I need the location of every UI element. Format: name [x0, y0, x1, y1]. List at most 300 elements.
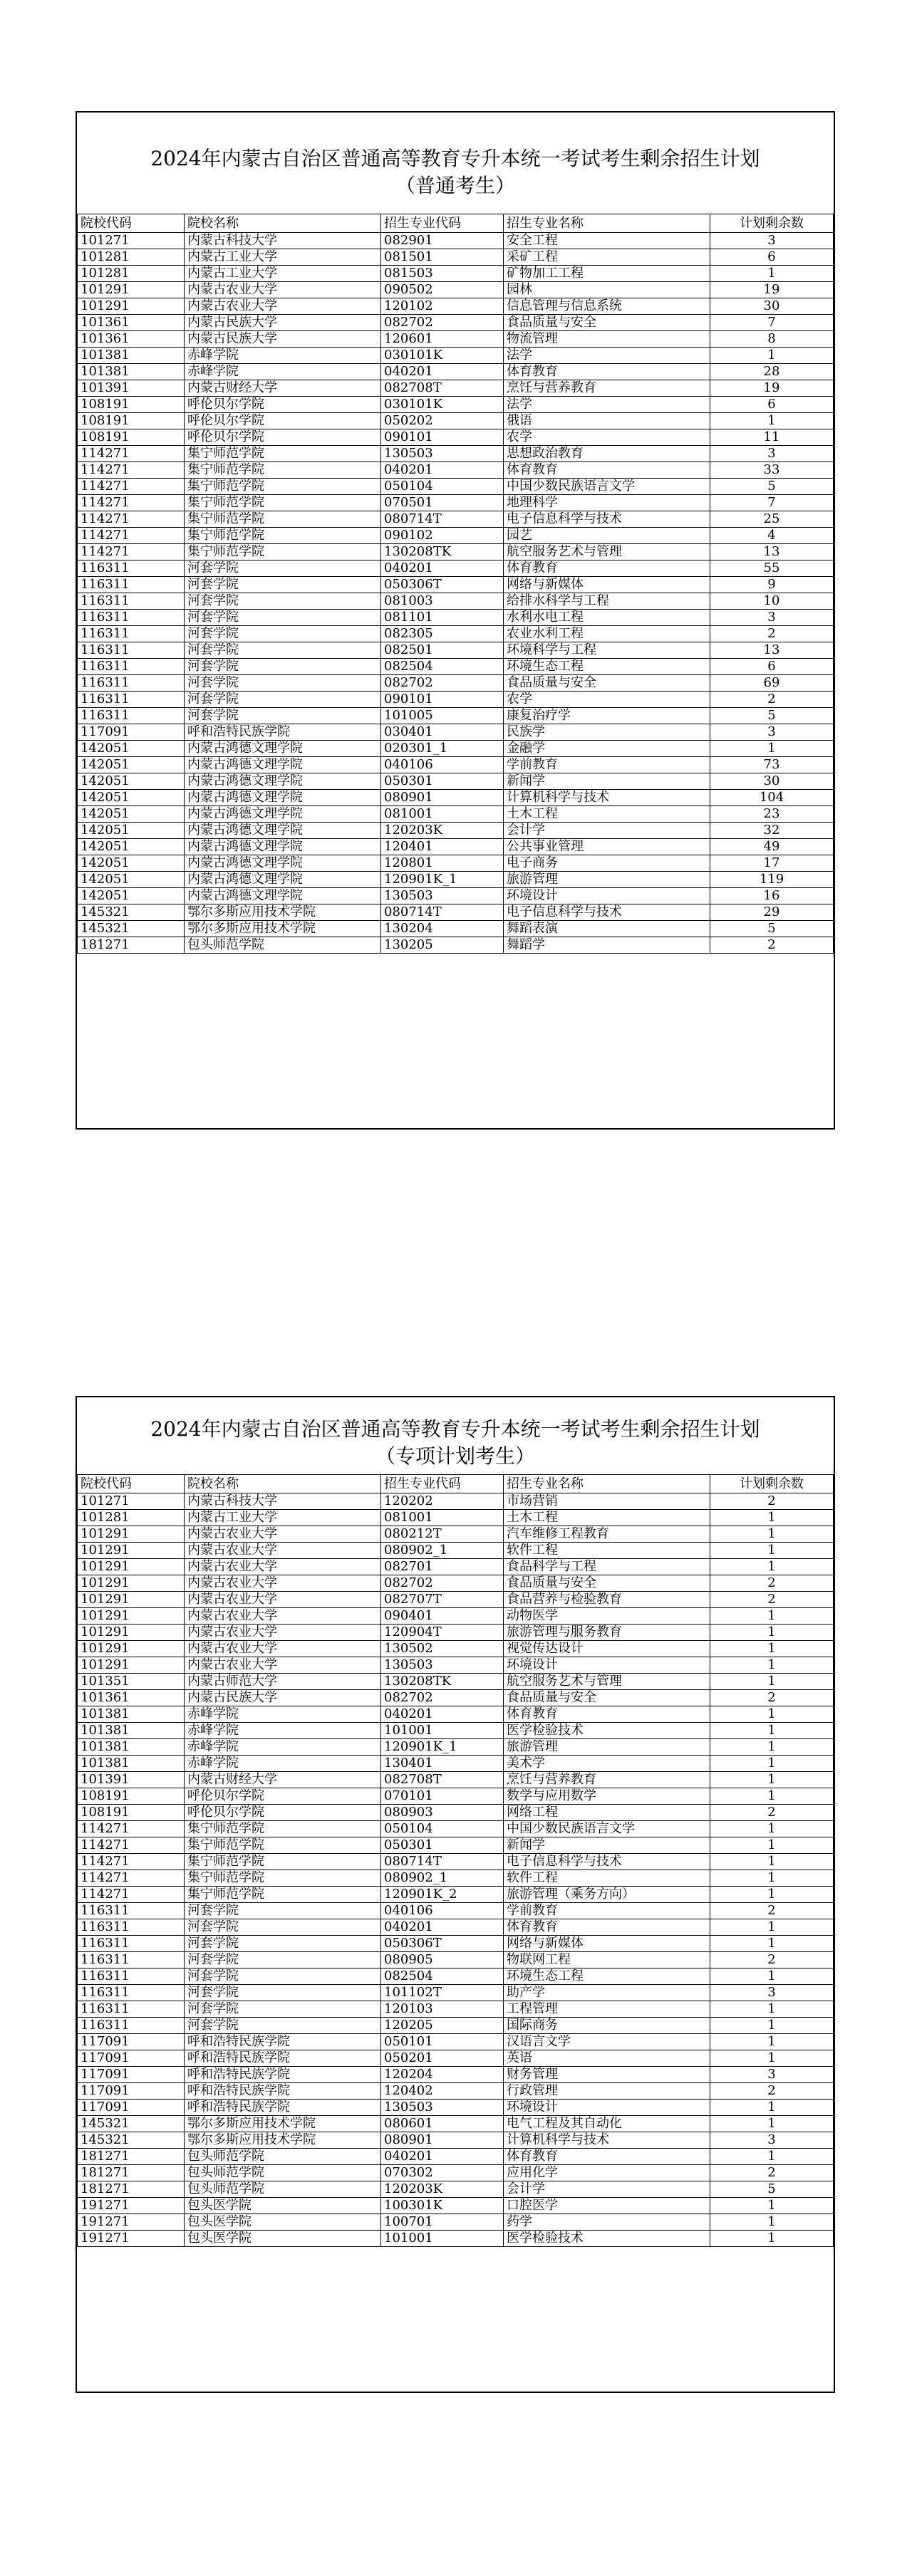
- remaining-count-cell: 1: [710, 2149, 834, 2165]
- major-name-cell: 农学: [504, 692, 710, 708]
- major-code-cell: 130401: [381, 1756, 504, 1772]
- school-code-cell: 101281: [78, 266, 185, 282]
- major-code-cell: 040201: [381, 1919, 504, 1936]
- table-row: [78, 266, 834, 282]
- col-header-school-name: 院校名称: [185, 1475, 381, 1493]
- col-header-remaining: 计划剩余数: [710, 214, 834, 233]
- major-name-cell: 水利水电工程: [504, 610, 710, 626]
- sheet-title: [77, 113, 834, 214]
- remaining-count-cell: 30: [710, 773, 834, 790]
- major-code-cell: 130205: [381, 937, 504, 954]
- remaining-count-cell: 1: [710, 266, 834, 282]
- school-name-cell: 内蒙古鸿德文理学院: [185, 872, 381, 888]
- major-name-cell: 助产学: [504, 1985, 710, 2001]
- school-name-cell: 集宁师范学院: [185, 1854, 381, 1870]
- table-row: [78, 593, 834, 610]
- school-code-cell: 101381: [78, 1756, 185, 1772]
- title-line-1: 2024年内蒙古自治区普通高等教育专升本统一考试考生剩余招生计划: [150, 147, 760, 170]
- major-code-cell: 090401: [381, 1608, 504, 1625]
- major-name-cell: 安全工程: [504, 233, 710, 249]
- school-name-cell: 集宁师范学院: [185, 1887, 381, 1903]
- major-name-cell: 财务管理: [504, 2067, 710, 2083]
- major-name-cell: 电子商务: [504, 855, 710, 872]
- major-code-cell: 090502: [381, 282, 504, 298]
- major-code-cell: 050301: [381, 773, 504, 790]
- major-name-cell: 思想政治教育: [504, 446, 710, 462]
- school-name-cell: 内蒙古农业大学: [185, 1526, 381, 1543]
- table-row: [78, 380, 834, 397]
- major-name-cell: 环境生态工程: [504, 659, 710, 675]
- school-name-cell: 河套学院: [185, 610, 381, 626]
- school-code-cell: 181271: [78, 937, 185, 954]
- col-header-major-code: 招生专业代码: [381, 214, 504, 233]
- table-body: [78, 1493, 834, 2247]
- school-code-cell: 114271: [78, 1821, 185, 1837]
- major-name-cell: 航空服务艺术与管理: [504, 544, 710, 560]
- table-row: [78, 642, 834, 659]
- major-code-cell: 082707T: [381, 1592, 504, 1608]
- major-name-cell: 旅游管理与服务教育: [504, 1625, 710, 1641]
- school-name-cell: 赤峰学院: [185, 1739, 381, 1756]
- table-row: [78, 692, 834, 708]
- remaining-count-cell: 1: [710, 1936, 834, 1952]
- remaining-count-cell: 16: [710, 888, 834, 904]
- school-name-cell: 呼伦贝尔学院: [185, 413, 381, 429]
- school-code-cell: 116311: [78, 626, 185, 642]
- major-name-cell: 食品质量与安全: [504, 315, 710, 331]
- school-name-cell: 河套学院: [185, 2018, 381, 2034]
- remaining-count-cell: 1: [710, 1772, 834, 1788]
- major-code-cell: 130502: [381, 1641, 504, 1657]
- school-code-cell: 145321: [78, 2132, 185, 2149]
- major-name-cell: 食品质量与安全: [504, 1575, 710, 1592]
- major-code-cell: 082901: [381, 233, 504, 249]
- major-name-cell: 体育教育: [504, 462, 710, 479]
- school-code-cell: 116311: [78, 1952, 185, 1968]
- school-code-cell: 116311: [78, 659, 185, 675]
- table-row: [78, 1821, 834, 1837]
- school-code-cell: 145321: [78, 2116, 185, 2132]
- major-name-cell: 食品质量与安全: [504, 1690, 710, 1706]
- school-name-cell: 呼和浩特民族学院: [185, 2067, 381, 2083]
- major-name-cell: 电子信息科学与技术: [504, 904, 710, 921]
- major-code-cell: 130208TK: [381, 1674, 504, 1690]
- table-row: [78, 2001, 834, 2018]
- table-row: [78, 1526, 834, 1543]
- school-code-cell: 114271: [78, 511, 185, 528]
- major-code-cell: 120601: [381, 331, 504, 348]
- school-name-cell: 河套学院: [185, 2001, 381, 2018]
- school-name-cell: 集宁师范学院: [185, 544, 381, 560]
- school-name-cell: 内蒙古工业大学: [185, 1510, 381, 1526]
- major-name-cell: 民族学: [504, 724, 710, 741]
- table-row: [78, 528, 834, 544]
- remaining-count-cell: 1: [710, 1854, 834, 1870]
- major-name-cell: 食品营养与检验教育: [504, 1592, 710, 1608]
- remaining-count-cell: 3: [710, 2132, 834, 2149]
- table-row: [78, 1493, 834, 1510]
- table-row: [78, 1690, 834, 1706]
- school-name-cell: 内蒙古农业大学: [185, 298, 381, 315]
- major-code-cell: 070302: [381, 2165, 504, 2181]
- school-code-cell: 117091: [78, 724, 185, 741]
- major-code-cell: 081003: [381, 593, 504, 610]
- major-code-cell: 120205: [381, 2018, 504, 2034]
- school-name-cell: 包头师范学院: [185, 2149, 381, 2165]
- school-code-cell: 108191: [78, 429, 185, 446]
- school-code-cell: 114271: [78, 1887, 185, 1903]
- major-code-cell: 090101: [381, 429, 504, 446]
- school-name-cell: 内蒙古鸿德文理学院: [185, 773, 381, 790]
- school-code-cell: 142051: [78, 855, 185, 872]
- school-code-cell: 101291: [78, 1575, 185, 1592]
- table-row: [78, 921, 834, 937]
- table-row: [78, 1706, 834, 1723]
- remaining-count-cell: 104: [710, 790, 834, 806]
- major-name-cell: 药学: [504, 2214, 710, 2231]
- remaining-count-cell: 1: [710, 1526, 834, 1543]
- col-header-major-code: 招生专业代码: [381, 1475, 504, 1493]
- school-code-cell: 116311: [78, 642, 185, 659]
- table-row: [78, 2149, 834, 2165]
- major-code-cell: 130204: [381, 921, 504, 937]
- major-name-cell: 国际商务: [504, 2018, 710, 2034]
- major-name-cell: 俄语: [504, 413, 710, 429]
- school-name-cell: 内蒙古农业大学: [185, 282, 381, 298]
- plan-sheet-regular: [76, 111, 835, 1130]
- remaining-count-cell: 10: [710, 593, 834, 610]
- table-row: [78, 1903, 834, 1919]
- school-code-cell: 114271: [78, 462, 185, 479]
- school-code-cell: 114271: [78, 1870, 185, 1887]
- major-code-cell: 080902_1: [381, 1870, 504, 1887]
- table-row: [78, 2100, 834, 2116]
- remaining-count-cell: 1: [710, 1968, 834, 1985]
- remaining-count-cell: 1: [710, 413, 834, 429]
- school-name-cell: 河套学院: [185, 577, 381, 593]
- school-name-cell: 内蒙古农业大学: [185, 1641, 381, 1657]
- school-name-cell: 河套学院: [185, 1985, 381, 2001]
- major-code-cell: 080601: [381, 2116, 504, 2132]
- table-row: [78, 2198, 834, 2214]
- major-name-cell: 新闻学: [504, 773, 710, 790]
- school-name-cell: 内蒙古农业大学: [185, 1608, 381, 1625]
- remaining-count-cell: 2: [710, 1690, 834, 1706]
- school-code-cell: 145321: [78, 904, 185, 921]
- table-row: [78, 1625, 834, 1641]
- major-code-cell: 040106: [381, 1903, 504, 1919]
- table-row: [78, 233, 834, 249]
- table-row: [78, 839, 834, 855]
- major-name-cell: 软件工程: [504, 1870, 710, 1887]
- table-row: [78, 937, 834, 954]
- school-name-cell: 呼和浩特民族学院: [185, 2083, 381, 2100]
- school-name-cell: 包头医学院: [185, 2198, 381, 2214]
- school-code-cell: 114271: [78, 446, 185, 462]
- remaining-count-cell: 9: [710, 577, 834, 593]
- major-code-cell: 080903: [381, 1805, 504, 1821]
- school-code-cell: 145321: [78, 921, 185, 937]
- remaining-count-cell: 5: [710, 921, 834, 937]
- school-code-cell: 116311: [78, 675, 185, 692]
- school-code-cell: 101291: [78, 1543, 185, 1559]
- major-name-cell: 体育教育: [504, 560, 710, 577]
- school-code-cell: 191271: [78, 2214, 185, 2231]
- remaining-count-cell: 25: [710, 511, 834, 528]
- remaining-count-cell: 6: [710, 397, 834, 413]
- school-name-cell: 集宁师范学院: [185, 479, 381, 495]
- remaining-count-cell: 8: [710, 331, 834, 348]
- table-row: [78, 462, 834, 479]
- table-row: [78, 2034, 834, 2050]
- remaining-count-cell: 1: [710, 2198, 834, 2214]
- school-name-cell: 呼和浩特民族学院: [185, 2100, 381, 2116]
- major-code-cell: 080901: [381, 2132, 504, 2149]
- major-name-cell: 动物医学: [504, 1608, 710, 1625]
- major-code-cell: 080714T: [381, 1854, 504, 1870]
- header-row: [78, 214, 834, 233]
- remaining-count-cell: 1: [710, 1510, 834, 1526]
- table-row: [78, 1936, 834, 1952]
- major-code-cell: 080902_1: [381, 1543, 504, 1559]
- major-code-cell: 120901K_1: [381, 872, 504, 888]
- table-row: [78, 757, 834, 773]
- school-code-cell: 114271: [78, 1854, 185, 1870]
- major-name-cell: 地理科学: [504, 495, 710, 511]
- school-code-cell: 181271: [78, 2165, 185, 2181]
- school-name-cell: 内蒙古农业大学: [185, 1657, 381, 1674]
- major-name-cell: 烹饪与营养教育: [504, 1772, 710, 1788]
- remaining-count-cell: 1: [710, 1559, 834, 1575]
- sheet-title: [77, 1397, 834, 1474]
- major-name-cell: 学前教育: [504, 757, 710, 773]
- major-code-cell: 120204: [381, 2067, 504, 2083]
- remaining-count-cell: 3: [710, 446, 834, 462]
- remaining-count-cell: 13: [710, 544, 834, 560]
- school-name-cell: 集宁师范学院: [185, 462, 381, 479]
- table-row: [78, 577, 834, 593]
- major-code-cell: 082702: [381, 1575, 504, 1592]
- major-code-cell: 120901K_2: [381, 1887, 504, 1903]
- school-name-cell: 内蒙古民族大学: [185, 1690, 381, 1706]
- school-name-cell: 内蒙古鸿德文理学院: [185, 855, 381, 872]
- major-name-cell: 体育教育: [504, 1706, 710, 1723]
- remaining-count-cell: 119: [710, 872, 834, 888]
- school-code-cell: 142051: [78, 823, 185, 839]
- major-name-cell: 体育教育: [504, 2149, 710, 2165]
- major-name-cell: 烹饪与营养教育: [504, 380, 710, 397]
- major-name-cell: 医学检验技术: [504, 1723, 710, 1739]
- remaining-count-cell: 1: [710, 1723, 834, 1739]
- major-name-cell: 电气工程及其自动化: [504, 2116, 710, 2132]
- table-row: [78, 659, 834, 675]
- school-name-cell: 内蒙古鸿德文理学院: [185, 741, 381, 757]
- school-name-cell: 内蒙古农业大学: [185, 1543, 381, 1559]
- table-row: [78, 1968, 834, 1985]
- major-code-cell: 030401: [381, 724, 504, 741]
- major-code-cell: 100301K: [381, 2198, 504, 2214]
- major-name-cell: 采矿工程: [504, 249, 710, 266]
- school-name-cell: 内蒙古鸿德文理学院: [185, 757, 381, 773]
- major-name-cell: 体育教育: [504, 364, 710, 380]
- school-name-cell: 集宁师范学院: [185, 495, 381, 511]
- school-code-cell: 108191: [78, 413, 185, 429]
- remaining-count-cell: 73: [710, 757, 834, 773]
- table-row: [78, 1592, 834, 1608]
- school-code-cell: 117091: [78, 2100, 185, 2116]
- table-row: [78, 282, 834, 298]
- major-code-cell: 120203K: [381, 823, 504, 839]
- table-row: [78, 413, 834, 429]
- major-name-cell: 网络与新媒体: [504, 1936, 710, 1952]
- remaining-count-cell: 29: [710, 904, 834, 921]
- school-name-cell: 鄂尔多斯应用技术学院: [185, 2116, 381, 2132]
- remaining-count-cell: 3: [710, 233, 834, 249]
- school-name-cell: 呼和浩特民族学院: [185, 2034, 381, 2050]
- major-code-cell: 050202: [381, 413, 504, 429]
- major-code-cell: 082708T: [381, 1772, 504, 1788]
- major-name-cell: 舞蹈学: [504, 937, 710, 954]
- major-name-cell: 学前教育: [504, 1903, 710, 1919]
- school-name-cell: 内蒙古农业大学: [185, 1592, 381, 1608]
- school-code-cell: 101291: [78, 298, 185, 315]
- remaining-count-cell: 30: [710, 298, 834, 315]
- remaining-count-cell: 6: [710, 659, 834, 675]
- remaining-count-cell: 28: [710, 364, 834, 380]
- table-row: [78, 1559, 834, 1575]
- title-line-2: （专项计划考生）: [375, 1444, 535, 1468]
- table-row: [78, 1837, 834, 1854]
- major-name-cell: 计算机科学与技术: [504, 2132, 710, 2149]
- major-code-cell: 050301: [381, 1837, 504, 1854]
- major-code-cell: 130503: [381, 1657, 504, 1674]
- major-name-cell: 中国少数民族语言文学: [504, 1821, 710, 1837]
- major-name-cell: 电子信息科学与技术: [504, 511, 710, 528]
- major-name-cell: 法学: [504, 348, 710, 364]
- remaining-count-cell: 2: [710, 2165, 834, 2181]
- school-code-cell: 101271: [78, 1493, 185, 1510]
- school-name-cell: 河套学院: [185, 708, 381, 724]
- major-name-cell: 英语: [504, 2050, 710, 2067]
- major-code-cell: 120103: [381, 2001, 504, 2018]
- major-name-cell: 旅游管理: [504, 1739, 710, 1756]
- table-row: [78, 479, 834, 495]
- major-code-cell: 081001: [381, 1510, 504, 1526]
- school-code-cell: 101291: [78, 1526, 185, 1543]
- school-code-cell: 116311: [78, 577, 185, 593]
- major-name-cell: 舞蹈表演: [504, 921, 710, 937]
- major-code-cell: 101001: [381, 2231, 504, 2247]
- remaining-count-cell: 1: [710, 2100, 834, 2116]
- school-name-cell: 集宁师范学院: [185, 511, 381, 528]
- major-code-cell: 082701: [381, 1559, 504, 1575]
- table-row: [78, 2165, 834, 2181]
- remaining-count-cell: 5: [710, 708, 834, 724]
- major-code-cell: 101102T: [381, 1985, 504, 2001]
- major-name-cell: 环境设计: [504, 888, 710, 904]
- school-name-cell: 河套学院: [185, 642, 381, 659]
- table-row: [78, 495, 834, 511]
- major-code-cell: 082702: [381, 1690, 504, 1706]
- remaining-count-cell: 33: [710, 462, 834, 479]
- remaining-count-cell: 2: [710, 1575, 834, 1592]
- remaining-count-cell: 1: [710, 1608, 834, 1625]
- plan-table: [77, 1474, 834, 2247]
- school-code-cell: 101271: [78, 233, 185, 249]
- school-name-cell: 赤峰学院: [185, 364, 381, 380]
- table-row: [78, 708, 834, 724]
- table-row: [78, 331, 834, 348]
- table-row: [78, 1805, 834, 1821]
- school-code-cell: 142051: [78, 888, 185, 904]
- school-code-cell: 101391: [78, 1772, 185, 1788]
- remaining-count-cell: 32: [710, 823, 834, 839]
- school-name-cell: 内蒙古财经大学: [185, 380, 381, 397]
- major-code-cell: 081101: [381, 610, 504, 626]
- school-code-cell: 142051: [78, 872, 185, 888]
- major-code-cell: 080905: [381, 1952, 504, 1968]
- school-code-cell: 101291: [78, 1559, 185, 1575]
- school-name-cell: 河套学院: [185, 1936, 381, 1952]
- remaining-count-cell: 2: [710, 626, 834, 642]
- major-code-cell: 050201: [381, 2050, 504, 2067]
- major-code-cell: 030101K: [381, 397, 504, 413]
- remaining-count-cell: 1: [710, 2214, 834, 2231]
- remaining-count-cell: 1: [710, 2050, 834, 2067]
- school-name-cell: 呼伦贝尔学院: [185, 1788, 381, 1805]
- table-row: [78, 790, 834, 806]
- major-name-cell: 农业水利工程: [504, 626, 710, 642]
- school-name-cell: 集宁师范学院: [185, 446, 381, 462]
- major-code-cell: 120801: [381, 855, 504, 872]
- major-name-cell: 数学与应用数学: [504, 1788, 710, 1805]
- school-code-cell: 101381: [78, 1723, 185, 1739]
- table-row: [78, 724, 834, 741]
- major-name-cell: 法学: [504, 397, 710, 413]
- major-name-cell: 视觉传达设计: [504, 1641, 710, 1657]
- school-code-cell: 108191: [78, 397, 185, 413]
- school-code-cell: 101361: [78, 315, 185, 331]
- school-name-cell: 河套学院: [185, 626, 381, 642]
- remaining-count-cell: 1: [710, 1821, 834, 1837]
- school-name-cell: 内蒙古鸿德文理学院: [185, 806, 381, 823]
- remaining-count-cell: 55: [710, 560, 834, 577]
- table-row: [78, 741, 834, 757]
- major-name-cell: 软件工程: [504, 1543, 710, 1559]
- major-code-cell: 130503: [381, 888, 504, 904]
- school-name-cell: 包头师范学院: [185, 2165, 381, 2181]
- school-name-cell: 内蒙古科技大学: [185, 1493, 381, 1510]
- col-header-major-name: 招生专业名称: [504, 1475, 710, 1493]
- school-code-cell: 101291: [78, 1592, 185, 1608]
- remaining-count-cell: 3: [710, 610, 834, 626]
- school-code-cell: 114271: [78, 479, 185, 495]
- table-row: [78, 1739, 834, 1756]
- school-code-cell: 108191: [78, 1788, 185, 1805]
- remaining-count-cell: 1: [710, 1657, 834, 1674]
- remaining-count-cell: 1: [710, 1837, 834, 1854]
- remaining-count-cell: 69: [710, 675, 834, 692]
- table-row: [78, 1641, 834, 1657]
- school-code-cell: 101391: [78, 380, 185, 397]
- school-code-cell: 142051: [78, 741, 185, 757]
- remaining-count-cell: 2: [710, 1903, 834, 1919]
- major-code-cell: 082702: [381, 675, 504, 692]
- table-row: [78, 511, 834, 528]
- plan-table: [77, 214, 834, 954]
- col-header-major-name: 招生专业名称: [504, 214, 710, 233]
- school-code-cell: 101291: [78, 1657, 185, 1674]
